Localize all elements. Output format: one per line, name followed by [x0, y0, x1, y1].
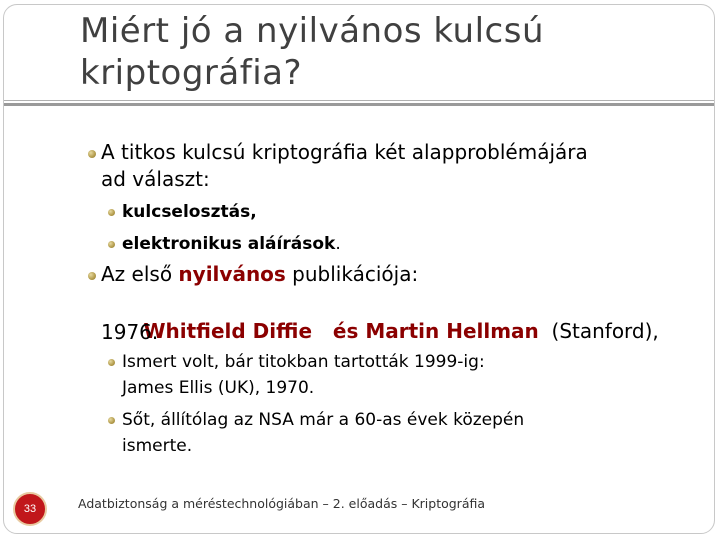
bullet-icon	[88, 272, 96, 280]
digital-signatures-tail: .	[335, 234, 341, 254]
sub-bullet-key-distribution: kulcselosztás,	[122, 202, 257, 222]
bullet-2-line-1	[101, 261, 418, 288]
sub-bullet-nsa-line-1: Sőt, állítólag az NSA már a 60-as évek közepén	[122, 410, 525, 430]
sub-bullet-icon	[108, 241, 115, 248]
sub-bullet-icon	[108, 417, 115, 424]
sub-bullet-known-line-1: Ismert volt, bár titokban tartották 1999-ig:	[122, 352, 485, 372]
sub-bullet-nsa-line-2: ismerte.	[122, 436, 193, 456]
bullet-1-line-2: ad választ:	[101, 167, 210, 191]
sub-bullet-icon	[108, 359, 115, 366]
authors-affiliation: (Stanford),	[538, 319, 659, 343]
bullet-2-highlight: nyilvános	[178, 262, 286, 286]
bullet-1-line-1: A titkos kulcsú kriptográfia két alapproblémájára	[101, 140, 588, 164]
page-number-badge: 33	[13, 492, 47, 526]
sub-bullet-known-line-2: James Ellis (UK), 1970.	[122, 378, 315, 398]
authors-names: Whitfield Diffie és Martin Hellman	[143, 319, 539, 343]
title-line-1: Miért jó a nyilvános kulcsú	[80, 11, 544, 51]
sub-bullet-icon	[108, 209, 115, 216]
slide-footer: Adatbiztonság a méréstechnológiában – 2. előadás – Kriptográfia	[78, 496, 486, 511]
bullet-2-prefix: Az első	[101, 262, 179, 286]
bullet-2-suffix: publikációja:	[285, 262, 419, 286]
title-line-2: kriptográfia?	[80, 53, 303, 93]
bullet-icon	[88, 150, 96, 158]
digital-signatures-text: elektronikus aláírások	[122, 234, 336, 254]
bullet-2-year: 1976.	[101, 320, 159, 344]
sub-bullet-digital-signatures	[122, 232, 341, 256]
